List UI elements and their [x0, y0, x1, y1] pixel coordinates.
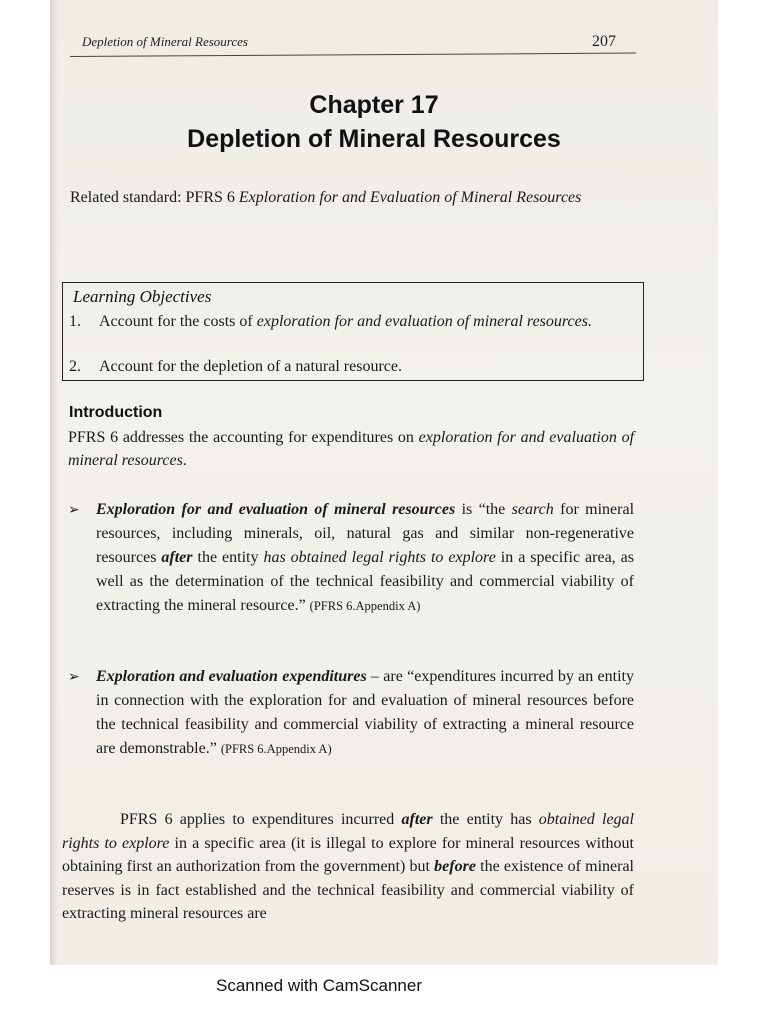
bullet-italic: search — [511, 501, 554, 518]
para-segment: the entity has — [432, 811, 539, 828]
running-head: Depletion of Mineral Resources — [82, 34, 248, 49]
bullet-segment: – are “expenditures incurred by an entity in connection with the exploration for and evaluation of mineral resources before the technical feasibility and commercial viability of extracting a mineral resource are demonstrable.” — [96, 668, 634, 757]
para-italic: obtained legal rights to explore — [62, 811, 634, 852]
bullet-emphasis: after — [161, 549, 193, 566]
para-emphasis: before — [434, 858, 476, 875]
intro-text-end: . — [182, 452, 187, 469]
chapter-name: Depletion of Mineral Resources — [187, 125, 561, 153]
scanner-watermark: Scanned with CamScanner — [215, 976, 422, 995]
objectives-title: Learning Objectives — [73, 287, 212, 306]
body-paragraph — [62, 808, 634, 926]
arrow-bullet-icon: ➢ — [68, 502, 80, 518]
bullet-italic: has obtained legal rights to explore — [263, 549, 496, 566]
bullet-text — [96, 498, 634, 618]
bullet-segment: is “the — [455, 501, 512, 518]
para-segment: in a specific area (it is illegal to explore for mineral resources without obtaining first an authorization from the government) but — [62, 834, 635, 875]
intro-text-italic: exploration for and evaluation of mineral resources — [68, 429, 635, 469]
objective-text — [99, 311, 639, 333]
objective-text-italic: exploration for and evaluation of mineral resources. — [256, 313, 592, 330]
objective-number: 2. — [69, 358, 81, 375]
para-segment: the existence of mineral reserves is in fact established and the technical feasibility and commercial viability of extracting mineral resources are — [62, 858, 634, 922]
learning-objectives-box — [62, 282, 644, 381]
related-label: Related standard: PFRS 6 — [70, 189, 239, 206]
related-standard — [70, 186, 640, 210]
chapter-title — [100, 88, 648, 156]
para-emphasis: after — [401, 811, 433, 828]
bullet-segment: the entity — [192, 549, 264, 566]
objective-text: Account for the depletion of a natural resource. — [99, 358, 402, 375]
bullet-reference: (PFRS 6.Appendix A) — [220, 742, 332, 756]
chapter-number: Chapter 17 — [309, 91, 439, 119]
introduction-text — [68, 426, 634, 472]
bullet-segment: for mineral resources, including minerals, oil, natural gas and similar non-regenerative resources — [96, 501, 635, 566]
intro-text-plain: PFRS 6 addresses the accounting for expenditures on — [68, 429, 419, 446]
related-title: Exploration for and Evaluation of Mineral Resources — [238, 189, 582, 206]
bullet-term: Exploration for and evaluation of mineral resources — [96, 501, 456, 518]
page-number: 207 — [592, 33, 616, 50]
bullet-segment: in a specific area, as well as the determination of the technical feasibility and commercial viability of extracting the mineral resource.” — [96, 549, 634, 614]
para-segment: PFRS 6 applies to expenditures incurred — [120, 811, 402, 828]
objective-text-plain: Account for the costs of — [99, 313, 257, 330]
bullet-text — [96, 665, 634, 761]
bullet-reference: (PFRS 6.Appendix A) — [309, 599, 421, 613]
introduction-heading: Introduction — [69, 404, 163, 421]
arrow-bullet-icon: ➢ — [68, 669, 80, 685]
bullet-term: Exploration and evaluation expenditures — [96, 668, 367, 685]
objective-number: 1. — [69, 313, 81, 330]
page-edge-shadow — [50, 0, 58, 965]
